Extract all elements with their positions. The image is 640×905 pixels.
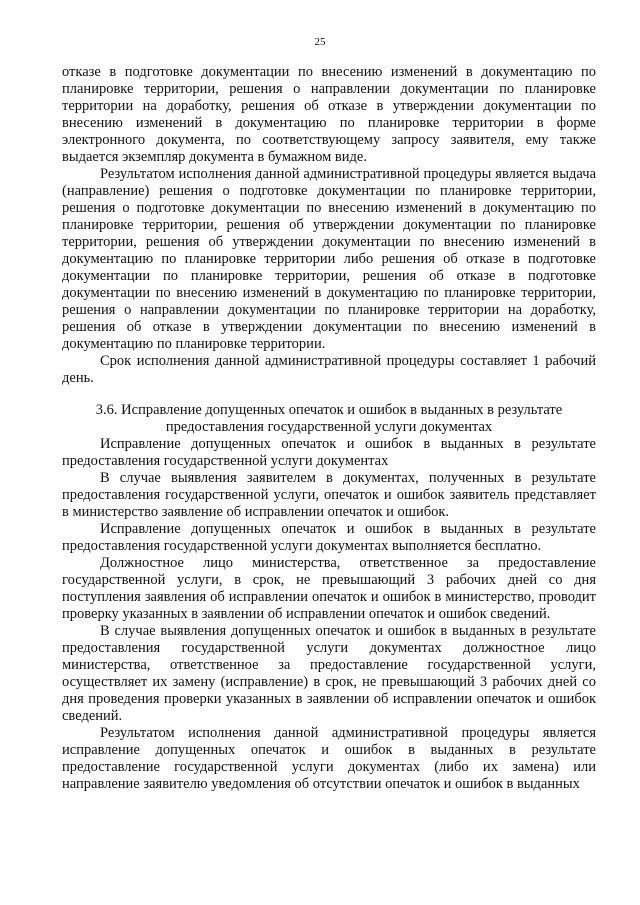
- paragraph-result: Результатом исполнения данной административной процедуры является выдача (направление) решения о подготовке документации по планировке территории, решения о подготовке документации по внесению изменений в документацию по планировке территории, решения об утверждении документации по планировке территории, решения об утверждении документации по внесению изменений в документацию по планировке территории либо решения об отказе в подготовке документации по планировке территории, решения об отказе в подготовке документации по внесению изменений в документацию по планировке территории, решения о направлении документации по планировке территории на доработку, решения об отказе в утверждении документации по внесению изменений в документацию по планировке территории.: [62, 166, 596, 352]
- paragraph-applicant-request: В случае выявления заявителем в документах, полученных в результате предоставления государственной услуги, опечаток и ошибок заявитель представляет в министерство заявление об исправлении опечаток и ошибок.: [62, 470, 596, 520]
- paragraph-correction-title: Исправление допущенных опечаток и ошибок в выданных в результате предоставления государственной услуги документах: [62, 436, 596, 469]
- section-heading-line-2: предоставления государственной услуги документах: [165, 419, 493, 435]
- page-number: 25: [314, 36, 326, 48]
- paragraph-replacement: В случае выявления допущенных опечаток и ошибок в выданных в результате предоставления государственной услуги документах должностное лицо министерства, ответственное за предоставление государственной услуги, осуществляет их замену (исправление) в срок, не превышающий 3 рабочих дней со дня проведения проверки указанных в заявлении об исправлении опечаток и ошибок сведений.: [62, 623, 596, 724]
- document-body: [62, 64, 596, 793]
- section-heading-line-1: 3.6. Исправление допущенных опечаток и ошибок в выданных в результате: [95, 402, 563, 418]
- paragraph-procedure-result: Результатом исполнения данной административной процедуры является исправление допущенных опечаток и ошибок в выданных в результате предоставление государственной услуги документах (либо их замена) или направление заявителю уведомления об отсутствии опечаток и ошибок в выданных: [62, 725, 596, 792]
- paragraph-official-check: Должностное лицо министерства, ответственное за предоставление государственной услуги, в срок, не превышающий 3 рабочих дней со дня поступления заявления об исправлении опечаток и ошибок в министерство, проводит проверку указанных в заявлении об исправлении опечаток и ошибок сведений.: [62, 555, 596, 622]
- paragraph-free-of-charge: Исправление допущенных опечаток и ошибок в выданных в результате предоставления государственной услуги документах выполняется бесплатно.: [62, 521, 596, 554]
- paragraph-continuation: отказе в подготовке документации по внесению изменений в документацию по планировке территории, решения о направлении документации по планировке территории на доработку, решения об отказе в утверждении документации по внесению изменений в документацию по планировке территории в форме электронного документа, по соответствующему запросу заявителя, ему также выдается экземпляр документа в бумажном виде.: [62, 64, 596, 165]
- section-heading: [62, 402, 596, 436]
- paragraph-deadline: Срок исполнения данной административной процедуры составляет 1 рабочий день.: [62, 353, 596, 386]
